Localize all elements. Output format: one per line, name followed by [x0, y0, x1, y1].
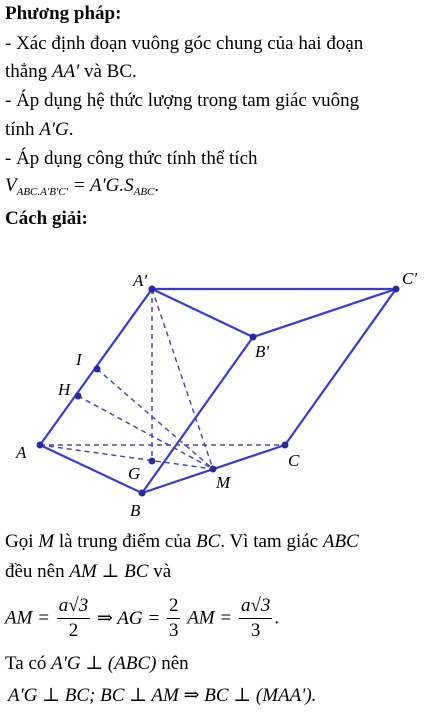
label-B: B	[130, 501, 141, 518]
edge-A1-B1	[152, 289, 253, 337]
label-M: M	[216, 473, 231, 492]
label-G: G	[128, 464, 141, 483]
method-step1-line1: - Xác định đoạn vuông góc chung của hai đoạn	[5, 33, 364, 54]
solution-line4: Ta có A'G ⊥ (ABC) nên	[5, 653, 189, 674]
label-B-prime: B'	[255, 342, 270, 361]
label-I: I	[76, 350, 82, 369]
solid-edges	[40, 289, 396, 493]
label-A: A	[16, 443, 27, 462]
equation-am: AM = $\frac{a√3}{2}$ ⇒ AG = $\frac{2}{3}$ AM = $\frac{a√3}{3}$ .	[5, 595, 280, 641]
method-step3-line1: - Áp dụng công thức tính thể tích	[5, 148, 258, 169]
solution-title: Cách giải:	[5, 208, 88, 229]
segment-H-M	[78, 396, 213, 469]
method-step2-line1: - Áp dụng hệ thức lượng trong tam giác vuông	[5, 90, 360, 111]
solution-line2: đều nên AM ⊥ BC và	[5, 561, 172, 582]
edge-B-B1	[142, 337, 253, 493]
edge-A-B	[40, 445, 142, 493]
solution-line5: A'G ⊥ BC; BC ⊥ AM ⇒ BC ⊥ (MAA').	[8, 685, 317, 706]
label-H: H	[58, 380, 71, 399]
prism-figure	[0, 248, 425, 518]
points	[37, 286, 400, 497]
method-title: Phương pháp:	[5, 3, 122, 24]
label-C-prime: C'	[402, 269, 417, 288]
volume-formula: $V_{ABC.A'B'C'} = A'G.S_{ABC}$.	[5, 175, 160, 198]
edge-C1-C	[285, 289, 396, 445]
label-C: C	[288, 451, 300, 470]
dashed-edges	[40, 289, 285, 469]
label-A-prime: A'	[133, 271, 148, 290]
edge-B1-C1	[253, 289, 396, 337]
solution-line1: Gọi M là trung điểm của BC. Vì tam giác ABC	[5, 531, 359, 552]
method-step2-line2: tính A'G.	[5, 119, 74, 140]
method-step1-line2: thẳng AA' và BC.	[5, 61, 137, 82]
